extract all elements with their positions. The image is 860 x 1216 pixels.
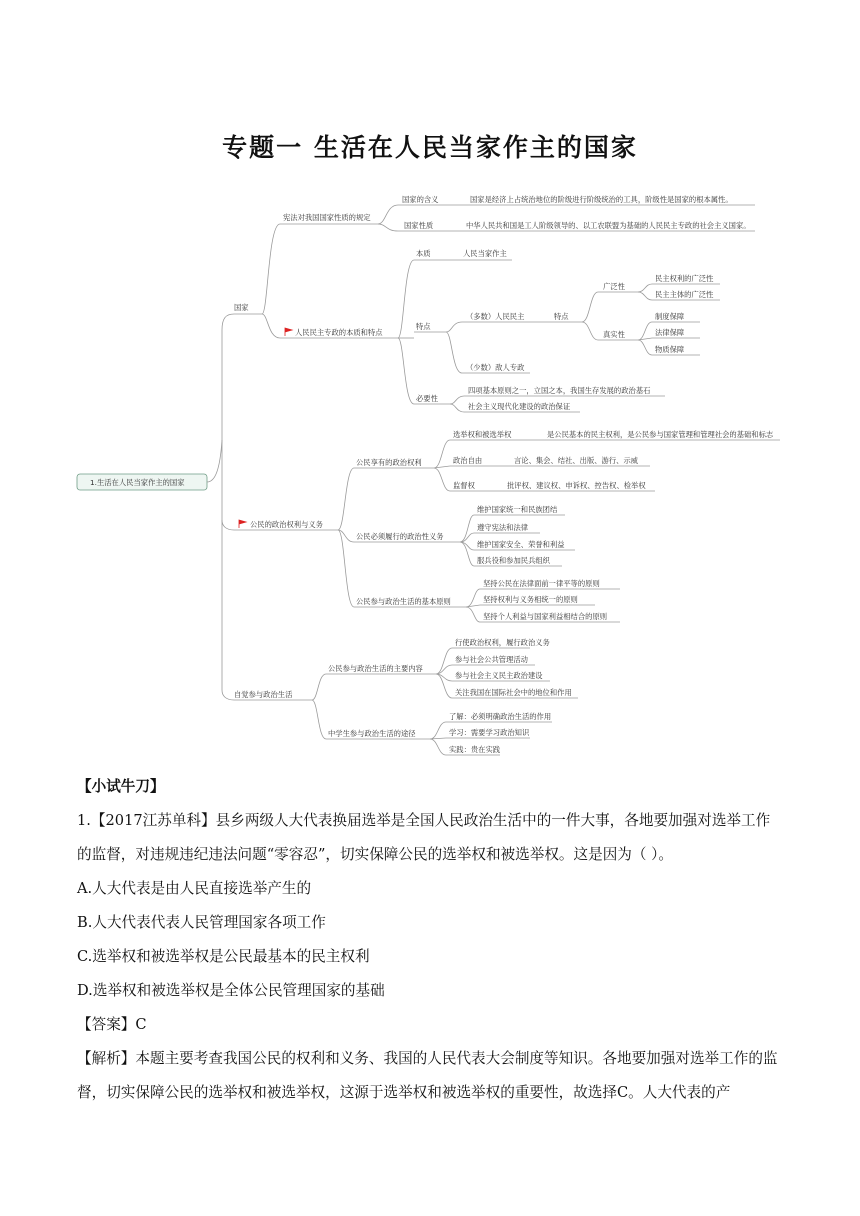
node-tj2: 学习：需要学习政治知识 (449, 728, 530, 737)
question-text: 1.【2017江苏单科】县乡两级人大代表换届选举是全国人民政治生活中的一件大事，各地要加强对选举工作的监督，对违规违纪违法问题“零容忍”，切实保障公民的选举权和被选举权。这是因为（ ）。 (77, 812, 771, 863)
node-yz1: 坚持公民在法律面前一律平等的原则 (483, 579, 600, 588)
node-nr1: 行使政治权利，履行政治义务 (455, 638, 550, 647)
node-zhenshi: 真实性 (603, 330, 625, 339)
node-nr2: 参与社会公共管理活动 (455, 655, 528, 664)
option-d: D.选举权和被选举权是全体公民管理国家的基础 (77, 982, 385, 999)
node-yuanze: 公民参与政治生活的基本原则 (356, 597, 451, 606)
node-gjxingzhi-desc: 中华人民共和国是工人阶级领导的、以工农联盟为基础的人民民主专政的社会主义国家。 (466, 221, 751, 230)
node-yiwu: 公民必须履行的政治性义务 (356, 532, 444, 541)
page-title: 专题一 生活在人民当家作主的国家 (222, 133, 638, 162)
node-gf2: 民主主体的广泛性 (655, 290, 714, 299)
node-xjq: 选举权和被选举权 (453, 430, 512, 439)
node-benzhi: 本质 (416, 249, 431, 258)
node-guangfan: 广泛性 (603, 282, 625, 291)
answer-text: 【答案】C (77, 1016, 147, 1033)
node-yw1: 维护国家统一和民族团结 (477, 505, 558, 514)
node-jdq-desc: 批评权、建议权、申诉权、控告权、检举权 (507, 481, 646, 490)
node-shaoshu: （少数）敌人专政 (466, 363, 525, 372)
node-yw2: 遵守宪法和法律 (477, 523, 529, 532)
node-zs2: 法律保障 (655, 328, 685, 337)
node-benzhi-desc: 人民当家作主 (463, 249, 507, 258)
node-yw4: 服兵役和参加民兵组织 (477, 556, 550, 565)
flag-icon (285, 328, 292, 336)
node-tedian2: 特点 (554, 312, 569, 321)
section-heading: 【小试牛刀】 (77, 778, 165, 795)
node-xjq-desc: 是公民基本的民主权利，是公民参与国家管理和管理社会的基础和标志 (547, 430, 774, 439)
node-gjxingzhi: 国家性质 (404, 221, 434, 230)
node-nr4: 关注我国在国际社会中的地位和作用 (455, 688, 572, 697)
node-zs3: 物质保障 (655, 345, 685, 354)
node-tedian: 特点 (416, 322, 431, 331)
node-guojia: 国家 (234, 303, 249, 312)
option-a: A.人大代表是由人民直接选举产生的 (77, 880, 312, 897)
node-yw3: 维护国家安全、荣誉和利益 (477, 540, 565, 549)
node-duoshu: （多数）人民民主 (466, 312, 525, 321)
node-quanli: 公民的政治权利与义务 (250, 520, 323, 529)
node-nr3: 参与社会主义民主政治建设 (455, 671, 543, 680)
node-xiangyou: 公民享有的政治权利 (356, 458, 422, 467)
node-zijue: 自觉参与政治生活 (234, 690, 293, 699)
node-biyao: 必要性 (416, 394, 438, 403)
node-gjhanyi-desc: 国家是经济上占统治地位的阶级进行阶级统治的工具，阶级性是国家的根本属性。 (470, 195, 733, 204)
node-zzzy: 政治自由 (453, 456, 483, 465)
option-c: C.选举权和被选举权是公民最基本的民主权利 (77, 948, 370, 965)
node-zs1: 制度保障 (655, 312, 685, 321)
node-by1: 四项基本原则之一，立国之本，我国生存发展的政治基石 (468, 386, 651, 395)
flag-icon-2 (239, 520, 246, 528)
node-tj1: 了解：必须明确政治生活的作用 (449, 712, 552, 721)
node-yz2: 坚持权利与义务相统一的原则 (483, 595, 578, 604)
option-b: B.人大代表代表人民管理国家各项工作 (77, 914, 326, 931)
node-zhuanzheng: 人民民主专政的本质和特点 (295, 328, 383, 337)
node-zzzy-desc: 言论、集会、结社、出版、游行、示威 (514, 456, 639, 465)
node-gf1: 民主权利的广泛性 (655, 274, 714, 283)
mindmap-root: 1.生活在人民当家作主的国家 (90, 478, 185, 487)
node-xianfa: 宪法对我国国家性质的规定 (283, 213, 371, 222)
analysis-text: 【解析】本题主要考查我国公民的权利和义务、我国的人民代表大会制度等知识。各地要加强对选举工作的监督，切实保障公民的选举权和被选举权，这源于选举权和被选举权的重要性，故选择C。人大代表的产 (77, 1050, 778, 1101)
node-neirong: 公民参与政治生活的主要内容 (328, 664, 423, 673)
node-gjhanyi: 国家的含义 (402, 195, 439, 204)
node-tj3: 实践：贵在实践 (449, 745, 501, 754)
node-by2: 社会主义现代化建设的政治保证 (468, 402, 571, 411)
node-jdq: 监督权 (453, 481, 475, 490)
node-yz3: 坚持个人利益与国家利益相结合的原则 (483, 612, 608, 621)
node-tujing: 中学生参与政治生活的途径 (328, 729, 416, 738)
